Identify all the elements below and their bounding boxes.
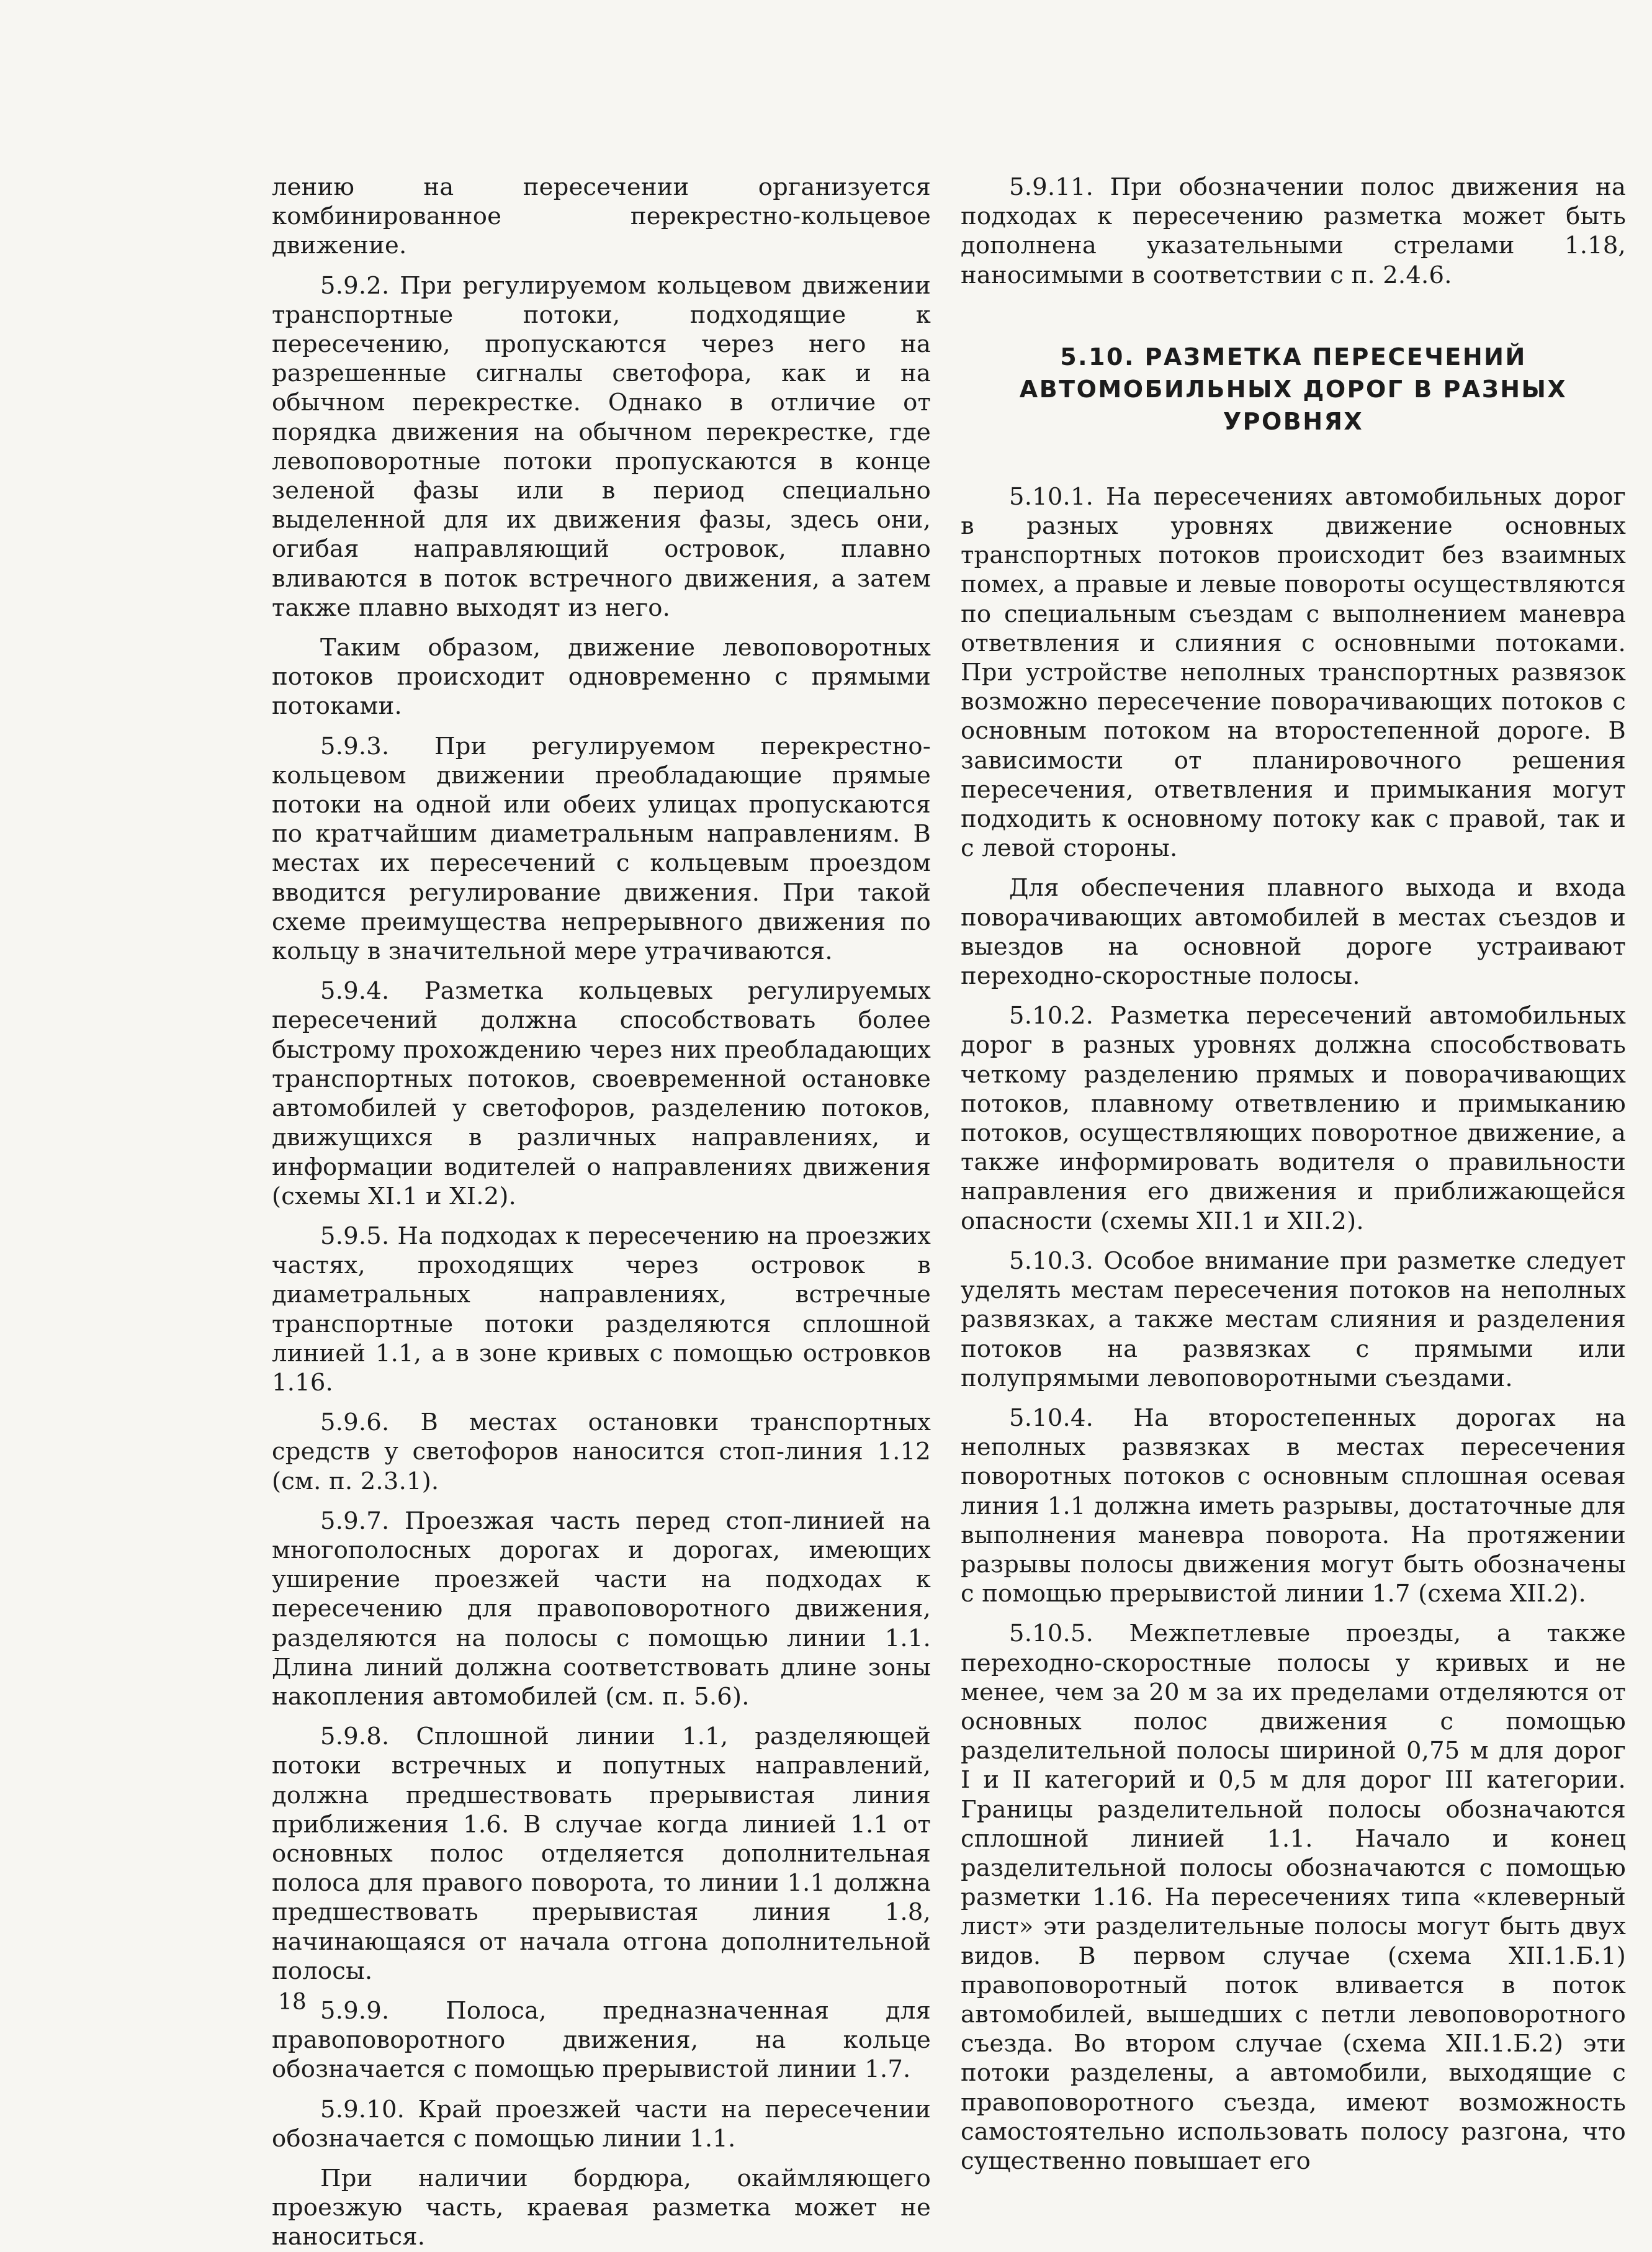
paragraph: При наличии бордюра, окаймляющего проезжую часть, краевая разметка может не наноситься. [272, 2164, 931, 2251]
paragraph: Таким образом, движение левоповоротных потоков происходит одновременно с прямыми потоками. [272, 634, 931, 721]
page-number: 18 [278, 1989, 307, 2015]
paragraph: 5.10.3. Особое внимание при разметке следует уделять местам пересечения потоков на неполных развязках, а также местам слияния и разделения потоков на развязках с прямыми или полупрямыми левоповоротными съездами. [961, 1246, 1626, 1392]
paragraph: лению на пересечении организуется комбинированное перекрестно-кольцевое движение. [272, 173, 931, 260]
paragraph: Для обеспечения плавного выхода и входа поворачивающих автомобилей в местах съездов и выездов на основной дороге устраивают переходно-скоростные полосы. [961, 874, 1626, 991]
paragraph: 5.9.6. В местах остановки транспортных средств у светофоров наносится стоп-линия 1.12 (см. п. 2.3.1). [272, 1408, 931, 1495]
paragraph: 5.9.2. При регулируемом кольцевом движении транспортные потоки, подходящие к пересечению, пропускаются через него на разрешенные сигналы светофора, как и на обычном перекрестке. Однако в отличие от порядка движения на обычном перекрестке, где левоповоротные потоки пропускаются в конце зеленой фазы или в период специально выделенной для их движения фазы, здесь они, огибая направляющий островок, плавно вливаются в поток встречного движения, а затем также плавно выходят из него. [272, 271, 931, 622]
section-heading: 5.10. РАЗМЕТКА ПЕРЕСЕЧЕНИЙ АВТОМОБИЛЬНЫХ ДОРОГ В РАЗНЫХ УРОВНЯХ [1019, 343, 1568, 435]
paragraph: 5.10.5. Межпетлевые проезды, а также переходно-скоростные полосы у кривых и не менее, чем за 20 м за их пределами отделяются от основных полос движения с помощью разделительной полосы шириной 0,75 м для дорог I и II категорий и 0,5 м для дорог III категории. Границы разделительной полосы обозначаются сплошной линией 1.1. Начало и конец разделительной полосы обозначаются с помощью разметки 1.16. На пересечениях типа «клеверный лист» эти разделительные полосы могут быть двух видов. В первом случае (схема XII.1.Б.1) правоповоротный поток вливается в поток автомобилей, вышедших с петли левоповоротного съезда. Во втором случае (схема XII.1.Б.2) эти потоки разделены, а автомобили, выходящие с правоповоротного съезда, имеют возможность самостоятельно использовать полосу разгона, что существенно повышает его [961, 1619, 1626, 2175]
paragraph: 5.9.7. Проезжая часть перед стоп-линией на многополосных дорогах и дорогах, имеющих уширение проезжей части на подходах к пересечению для правоповоротного движения, разделяются на полосы с помощью линии 1.1. Длина линий должна соответствовать длине зоны накопления автомобилей (см. п. 5.6). [272, 1507, 931, 1711]
paragraph: 5.9.10. Край проезжей части на пересечении обозначается с помощью линии 1.1. [272, 2095, 931, 2153]
paragraph: 5.10.4. На второстепенных дорогах на неполных развязках в местах пересечения поворотных потоков с основным сплошная осевая линия 1.1 должна иметь разрывы, достаточные для выполнения маневра поворота. На протяжении разрывы полосы движения могут быть обозначены с помощью прерывистой линии 1.7 (схема XII.2). [961, 1403, 1626, 1608]
paragraph: 5.9.5. На подходах к пересечению на проезжих частях, проходящих через островок в диаметральных направлениях, встречные транспортные потоки разделяются сплошной линией 1.1, а в зоне кривых с помощью островков 1.16. [272, 1222, 931, 1397]
paragraph: 5.10.2. Разметка пересечений автомобильных дорог в разных уровнях должна способствовать четкому разделению прямых и поворачивающих потоков, плавному ответвлению и примыканию потоков, осуществляющих поворотное движение, а также информировать водителя о правильности направления его движения и приближающейся опасности (схемы XII.1 и XII.2). [961, 1002, 1626, 1235]
paragraph: 5.9.8. Сплошной линии 1.1, разделяющей потоки встречных и попутных направлений, должна предшествовать прерывистая линия приближения 1.6. В случае когда линией 1.1 от основных полос отделяется дополнительная полоса для правого поворота, то линии 1.1 должна предшествовать прерывистая линия 1.8, начинающаяся от начала отгона дополнительной полосы. [272, 1723, 931, 1985]
paragraph: 5.9.11. При обозначении полос движения на подходах к пересечению разметка может быть дополнена указательными стрелами 1.18, наносимыми в соответствии с п. 2.4.6. [961, 173, 1626, 289]
paragraph: 5.9.3. При регулируемом перекрестно-кольцевом движении преобладающие прямые потоки на одной или обеих улицах пропускаются по кратчайшим диаметральным направлениям. В местах их пересечений с кольцевым проездом вводится регулирование движения. При такой схеме преимущества непрерывного движения по кольцу в значительной мере утрачиваются. [272, 732, 931, 966]
paragraph: 5.10.1. На пересечениях автомобильных дорог в разных уровнях движение основных транспортных потоков происходит без взаимных помех, а правые и левые повороты осуществляются по специальным съездам с выполнением маневра ответвления и слияния с основными потоками. При устройстве неполных транспортных развязок возможно пересечение поворачивающих потоков с основным потоком на второстепенной дороге. В зависимости от планировочного решения пересечения, ответвления и примыкания могут подходить к основному потоку как с правой, так и с левой стороны. [961, 482, 1626, 863]
paragraph: 5.9.4. Разметка кольцевых регулируемых пересечений должна способствовать более быстрому прохождению через них преобладающих транспортных потоков, своевременной остановке автомобилей у светофоров, разделению потоков, движущихся в различных направлениях, и информации водителей о направлениях движения (схемы XI.1 и XI.2). [272, 977, 931, 1210]
left-column [272, 173, 931, 2252]
right-column [961, 173, 1626, 2176]
paragraph: 5.9.9. Полоса, предназначенная для правоповоротного движения, на кольце обозначается с помощью прерывистой линии 1.7. [272, 1996, 931, 2084]
